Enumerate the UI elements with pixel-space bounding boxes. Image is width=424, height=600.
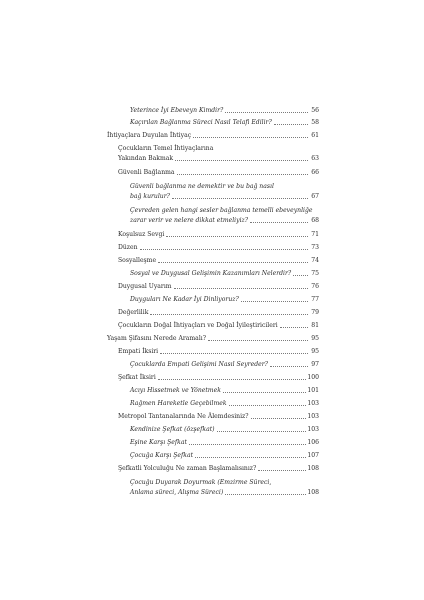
toc-entry-title: Yaşam Şifasını Nerede Aramalı? xyxy=(107,335,206,342)
dot-leader xyxy=(229,404,307,406)
toc-entry-title: Duygusal Uyarım xyxy=(118,283,172,290)
toc-entry-page: 68 xyxy=(311,217,319,224)
toc-entry-title: Acıyı Hissetmek ve Yönetmek xyxy=(130,387,221,394)
toc-entry xyxy=(107,335,319,343)
dot-leader xyxy=(158,261,308,263)
toc-entry xyxy=(118,374,319,382)
toc-entry-page: 97 xyxy=(311,361,319,368)
dot-leader xyxy=(193,136,308,138)
toc-entry-page: 101 xyxy=(307,387,319,394)
toc-entry-title: Eşine Karşı Şefkat xyxy=(130,439,187,446)
toc-entry-page: 74 xyxy=(311,257,319,264)
toc-entry-title-line: Çevreden gelen hangi sesler bağlanma temelli ebeveynliğe xyxy=(130,207,313,214)
toc-entry-page: 73 xyxy=(311,244,319,251)
toc-entry-page: 66 xyxy=(311,169,319,176)
toc-entry-page: 76 xyxy=(311,283,319,290)
dot-leader xyxy=(158,378,307,380)
toc-entry-title: Güvenli Bağlanma xyxy=(118,169,175,176)
toc-entry-title: Düzen xyxy=(118,244,138,251)
toc-entry xyxy=(130,119,319,127)
toc-entry-page: 95 xyxy=(311,335,319,342)
toc-entry-title: bağ kurulur? xyxy=(130,193,170,200)
toc-entry xyxy=(118,244,319,252)
toc-entry-page: 79 xyxy=(311,309,319,316)
dot-leader xyxy=(280,326,308,328)
toc-entry-page: 61 xyxy=(311,132,319,139)
toc-entry-title-line: Çocukların Temel İhtiyaçlarına xyxy=(118,145,214,152)
toc-entry-title-line: Çocuğu Duyarak Doyurmak (Emzirme Süreci, xyxy=(130,479,272,486)
toc-entry xyxy=(130,452,319,460)
toc-entry-page: 103 xyxy=(307,426,319,433)
toc-entry xyxy=(130,193,319,201)
toc-entry xyxy=(130,387,319,395)
toc-entry-title: Şefkatli Yolculuğu Ne zaman Başlamalısınız? xyxy=(118,465,257,472)
toc-entry xyxy=(130,489,319,497)
toc-entry-page: 108 xyxy=(307,489,319,496)
toc-entry-title: Yeterince İyi Ebeveyn Kimdir? xyxy=(130,107,224,114)
toc-entry-page: 81 xyxy=(311,322,319,329)
toc-entry-page: 106 xyxy=(307,439,319,446)
toc-entry-title: Değerlilik xyxy=(118,309,149,316)
toc-entry xyxy=(130,270,319,278)
dot-leader xyxy=(166,235,308,237)
toc-entry-title: Çocukların Doğal İhtiyaçları ve Doğal İyileştiricileri xyxy=(118,322,278,329)
toc-entry-page: 63 xyxy=(311,155,319,162)
toc-entry xyxy=(118,231,319,239)
dot-leader xyxy=(250,221,308,223)
dot-leader xyxy=(208,339,308,341)
toc-entry-title: Anlama süreci, Alışma Süreci) xyxy=(130,489,224,496)
toc-entry-page: 67 xyxy=(311,193,319,200)
dot-leader xyxy=(177,173,308,175)
toc-entry-title: Yakından Bakmak xyxy=(118,155,174,162)
toc-entry xyxy=(118,283,319,291)
toc-entry-title: İhtiyaçlara Duyulan İhtiyaç xyxy=(107,132,192,139)
toc-entry-title: Sosyal ve Duygusal Gelişimin Kazanımları Nelerdir? xyxy=(130,270,292,277)
toc-entry xyxy=(118,322,319,330)
toc-entry-title: Kaçırılan Bağlanma Süreci Nasıl Telafi Edilir? xyxy=(130,119,272,126)
toc-entry-title: Duyguları Ne Kadar İyi Dinliyoruz? xyxy=(130,296,239,303)
dot-leader xyxy=(175,159,308,161)
dot-leader xyxy=(293,274,308,276)
toc-entry xyxy=(130,296,319,304)
dot-leader xyxy=(174,287,308,289)
dot-leader xyxy=(270,365,308,367)
dot-leader xyxy=(195,456,306,458)
dot-leader xyxy=(241,300,308,302)
toc-entry-title-line: Güvenli bağlanma ne demektir ve bu bağ nasıl xyxy=(130,183,274,190)
toc-entry-page: 75 xyxy=(311,270,319,277)
toc-entry xyxy=(118,413,319,421)
toc-entry-page: 95 xyxy=(311,348,319,355)
toc-entry xyxy=(118,309,319,317)
toc-entry-title: zarar verir ve nelere dikkat etmeliyiz? xyxy=(130,217,248,224)
dot-leader xyxy=(251,417,307,419)
toc-entry-page: 103 xyxy=(307,400,319,407)
dot-leader xyxy=(150,313,308,315)
toc-entry xyxy=(130,400,319,408)
toc-entry-page: 77 xyxy=(311,296,319,303)
dot-leader xyxy=(160,352,308,354)
toc-entry xyxy=(118,348,319,356)
toc-entry-title: Empati İksiri xyxy=(118,348,159,355)
dot-leader xyxy=(274,123,308,125)
toc-entry xyxy=(130,361,319,369)
toc-entry-title: Koşulsuz Sevgi xyxy=(118,231,165,238)
toc-entry-title: Rağmen Hareketle Geçebilmek xyxy=(130,400,227,407)
toc-entry-title: Çocuklarda Empati Gelişimi Nasıl Seyreder? xyxy=(130,361,268,368)
toc-entry xyxy=(118,155,319,163)
dot-leader xyxy=(223,391,306,393)
dot-leader xyxy=(189,443,306,445)
toc-entry-title: Sosyalleşme xyxy=(118,257,157,264)
toc-entry-title: Kendinize Şefkat (özşefkat) xyxy=(130,426,215,433)
dot-leader xyxy=(258,469,306,471)
toc-entry-page: 103 xyxy=(307,413,319,420)
toc-entry xyxy=(130,107,319,115)
toc-entry xyxy=(130,217,319,225)
toc-entry xyxy=(130,426,319,434)
toc-entry xyxy=(118,465,319,473)
toc-entry-title: Çocuğa Karşı Şefkat xyxy=(130,452,194,459)
toc-entry xyxy=(118,257,319,265)
dot-leader xyxy=(172,197,308,199)
toc-entry-page: 107 xyxy=(307,452,319,459)
toc-entry xyxy=(130,439,319,447)
toc-entry-page: 56 xyxy=(311,107,319,114)
dot-leader xyxy=(140,248,308,250)
toc-entry xyxy=(107,132,319,140)
toc-entry-page: 71 xyxy=(311,231,319,238)
toc-entry-page: 100 xyxy=(307,374,319,381)
toc-entry-title: Metropol Tantanalarında Ne Âlemdesiniz? xyxy=(118,413,249,420)
toc-entry-page: 108 xyxy=(307,465,319,472)
dot-leader xyxy=(225,493,306,495)
toc-entry xyxy=(118,169,319,177)
toc-entry-page: 58 xyxy=(311,119,319,126)
dot-leader xyxy=(225,111,308,113)
dot-leader xyxy=(217,430,307,432)
toc-entry-title: Şefkat İksiri xyxy=(118,374,156,381)
